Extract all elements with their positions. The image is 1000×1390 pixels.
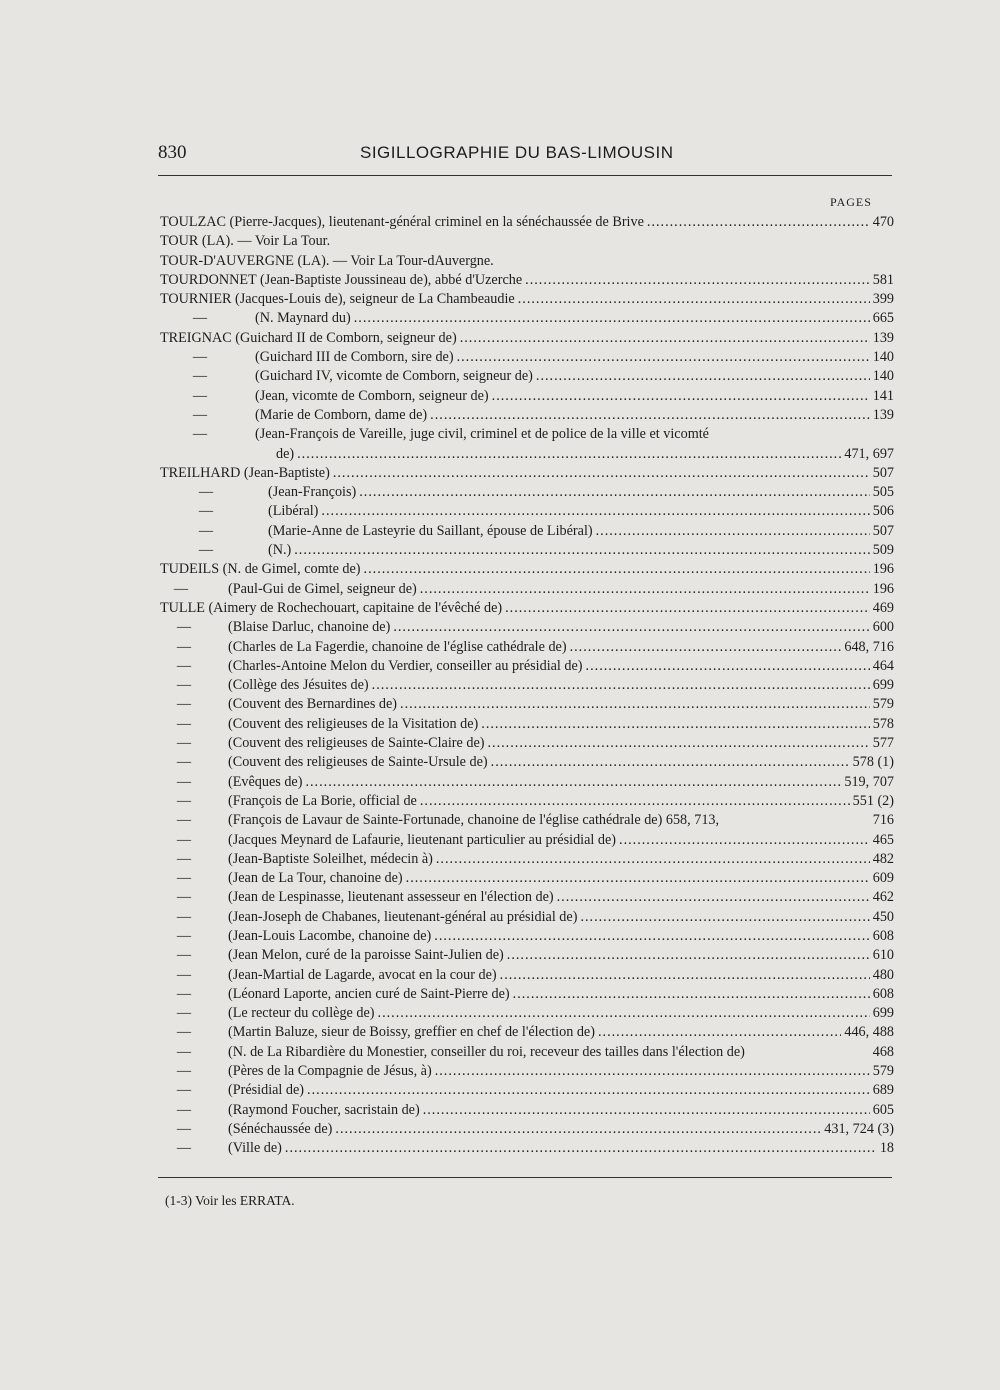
entry-text: (Ville de) bbox=[228, 1140, 282, 1157]
entry-line bbox=[276, 445, 894, 464]
entry-line bbox=[255, 309, 894, 328]
entry-page: 699 bbox=[872, 677, 894, 694]
entry-page: 605 bbox=[872, 1101, 894, 1118]
entry-page: 506 bbox=[872, 503, 894, 520]
entry-line bbox=[160, 329, 894, 348]
ditto-dash: — bbox=[198, 522, 214, 539]
leader-dots bbox=[378, 1004, 870, 1023]
ditto-dash: — bbox=[198, 503, 214, 520]
index-entry bbox=[0, 502, 1000, 521]
leader-dots bbox=[294, 541, 869, 560]
entry-text: TREILHARD (Jean-Baptiste) bbox=[160, 464, 330, 481]
leader-dots bbox=[436, 850, 870, 869]
entry-text: TREIGNAC (Guichard II de Comborn, seigneur de) bbox=[160, 329, 457, 346]
leader-dots bbox=[460, 329, 870, 348]
index-entry bbox=[0, 638, 1000, 657]
entry-line bbox=[160, 232, 894, 251]
entry-page: 465 bbox=[872, 831, 894, 848]
entry-page: 139 bbox=[872, 406, 894, 423]
entry-text: TOUR (LA). — Voir La Tour. bbox=[160, 233, 331, 250]
index-entry bbox=[0, 1004, 1000, 1023]
index-entry bbox=[0, 1062, 1000, 1081]
entry-line bbox=[228, 850, 894, 869]
index-entry bbox=[0, 1139, 1000, 1158]
index-entry bbox=[0, 464, 1000, 483]
leader-dots bbox=[598, 1023, 841, 1042]
ditto-dash: — bbox=[176, 1140, 192, 1157]
entry-page: 665 bbox=[872, 310, 894, 327]
entry-text: (Marie de Comborn, dame de) bbox=[255, 406, 428, 423]
entry-page: 141 bbox=[872, 387, 894, 404]
index-entry bbox=[0, 425, 1000, 444]
entry-text: (Le recteur du collège de) bbox=[228, 1005, 375, 1022]
footer-rule bbox=[158, 1177, 892, 1178]
entry-page: 505 bbox=[872, 484, 894, 501]
index-entry bbox=[0, 908, 1000, 927]
entry-line bbox=[228, 985, 894, 1004]
entry-page: 716 bbox=[872, 812, 894, 829]
ditto-dash: — bbox=[176, 1101, 192, 1118]
entry-line bbox=[160, 560, 894, 579]
leader-dots bbox=[430, 406, 870, 425]
entry-page: 509 bbox=[872, 542, 894, 559]
index-entries bbox=[0, 213, 1000, 1159]
entry-page: 581 bbox=[872, 271, 894, 288]
leader-dots bbox=[406, 869, 870, 888]
leader-dots bbox=[333, 464, 870, 483]
entry-text: (Jean-Louis Lacombe, chanoine de) bbox=[228, 927, 432, 944]
leader-dots bbox=[507, 946, 870, 965]
leader-dots bbox=[525, 271, 870, 290]
leader-dots bbox=[580, 908, 869, 927]
leader-dots bbox=[359, 483, 869, 502]
entry-line bbox=[228, 927, 894, 946]
ditto-dash: — bbox=[192, 387, 208, 404]
entry-page: 469 bbox=[872, 599, 894, 616]
leader-dots bbox=[500, 966, 870, 985]
entry-line bbox=[228, 1023, 894, 1042]
entry-line bbox=[228, 869, 894, 888]
entry-text: (Paul-Gui de Gimel, seigneur de) bbox=[228, 580, 417, 597]
ditto-dash: — bbox=[192, 349, 208, 366]
index-entry bbox=[0, 367, 1000, 386]
entry-text: (Jean-Martial de Lagarde, avocat en la cour de) bbox=[228, 966, 497, 983]
ditto-dash: — bbox=[176, 966, 192, 983]
index-entry bbox=[0, 1043, 1000, 1062]
entry-text: (Collège des Jésuites de) bbox=[228, 677, 369, 694]
entry-line bbox=[160, 290, 894, 309]
index-entry bbox=[0, 348, 1000, 367]
ditto-dash: — bbox=[176, 1120, 192, 1137]
index-entry bbox=[0, 1023, 1000, 1042]
entry-text: TOURNIER (Jacques-Louis de), seigneur de La Chambeaudie bbox=[160, 291, 515, 308]
entry-text: (Couvent des religieuses de Sainte-Ursule de) bbox=[228, 754, 488, 771]
entry-text: (Jean-François de Vareille, juge civil, criminel et de police de la ville et vicomté bbox=[255, 426, 709, 443]
entry-page: 689 bbox=[872, 1082, 894, 1099]
index-entry bbox=[0, 271, 1000, 290]
entry-text: (Raymond Foucher, sacristain de) bbox=[228, 1101, 420, 1118]
ditto-dash: — bbox=[176, 754, 192, 771]
ditto-dash: — bbox=[176, 947, 192, 964]
ditto-dash: — bbox=[176, 1063, 192, 1080]
ditto-dash: — bbox=[176, 850, 192, 867]
entry-text: (Jean-Baptiste Soleilhet, médecin à) bbox=[228, 850, 433, 867]
entry-text: de) bbox=[276, 445, 295, 462]
entry-page: 648, 716 bbox=[844, 638, 894, 655]
index-entry bbox=[0, 290, 1000, 309]
entry-text: (François de La Borie, official de bbox=[228, 792, 417, 809]
entry-page: 507 bbox=[872, 522, 894, 539]
entry-text: (Couvent des religieuses de Sainte-Claire de) bbox=[228, 735, 485, 752]
ditto-dash: — bbox=[176, 657, 192, 674]
entry-page: 196 bbox=[872, 561, 894, 578]
leader-dots bbox=[307, 1081, 870, 1100]
entry-page: 196 bbox=[872, 580, 894, 597]
index-entry bbox=[0, 387, 1000, 406]
index-entry bbox=[0, 773, 1000, 792]
entry-page: 551 (2) bbox=[852, 792, 894, 809]
leader-dots bbox=[491, 753, 850, 772]
entry-page: 139 bbox=[872, 329, 894, 346]
entry-page: 480 bbox=[872, 966, 894, 983]
leader-dots bbox=[423, 1101, 870, 1120]
entry-text: (N. de La Ribardière du Monestier, conseiller du roi, receveur des tailles dans l'élection de) bbox=[228, 1043, 745, 1060]
entry-line bbox=[268, 522, 894, 541]
entry-page: 579 bbox=[872, 1063, 894, 1080]
entry-text: (Charles de La Fagerdie, chanoine de l'église cathédrale de) bbox=[228, 638, 567, 655]
index-entry bbox=[0, 618, 1000, 637]
entry-page: 450 bbox=[872, 908, 894, 925]
ditto-dash: — bbox=[176, 638, 192, 655]
entry-line bbox=[255, 406, 894, 425]
entry-text: (Charles-Antoine Melon du Verdier, conseiller au présidial de) bbox=[228, 657, 583, 674]
leader-dots bbox=[457, 348, 870, 367]
entry-line bbox=[160, 213, 894, 232]
entry-text: (Sénéchaussée de) bbox=[228, 1120, 333, 1137]
entry-page: 468 bbox=[872, 1043, 894, 1060]
footnote: (1-3) Voir les ERRATA. bbox=[165, 1193, 295, 1208]
leader-dots bbox=[393, 618, 869, 637]
index-entry bbox=[0, 888, 1000, 907]
ditto-dash: — bbox=[176, 1043, 192, 1060]
entry-page: 399 bbox=[872, 291, 894, 308]
entry-line bbox=[228, 734, 894, 753]
entry-line bbox=[228, 1004, 894, 1023]
leader-dots bbox=[492, 387, 870, 406]
index-entry bbox=[0, 232, 1000, 251]
leader-dots bbox=[586, 657, 870, 676]
leader-dots bbox=[354, 309, 870, 328]
entry-page: 699 bbox=[872, 1005, 894, 1022]
index-entry bbox=[0, 676, 1000, 695]
leader-dots bbox=[487, 734, 869, 753]
entry-page: 519, 707 bbox=[844, 773, 894, 790]
entry-line bbox=[228, 966, 894, 985]
entry-text: TUDEILS (N. de Gimel, comte de) bbox=[160, 561, 361, 578]
index-entry bbox=[0, 1101, 1000, 1120]
leader-dots bbox=[335, 1120, 821, 1139]
entry-page: 600 bbox=[872, 619, 894, 636]
leader-dots bbox=[420, 580, 870, 599]
entry-page: 578 (1) bbox=[852, 754, 894, 771]
entry-page: 610 bbox=[872, 947, 894, 964]
entry-line bbox=[228, 908, 894, 927]
entry-page: 464 bbox=[872, 657, 894, 674]
entry-text: (Jean-François) bbox=[268, 484, 357, 501]
entry-text: (Jacques Meynard de Lafaurie, lieutenant particulier au présidial de) bbox=[228, 831, 617, 848]
entry-line bbox=[228, 618, 894, 637]
index-entry bbox=[0, 850, 1000, 869]
leader-dots bbox=[400, 695, 870, 714]
entry-line bbox=[160, 464, 894, 483]
entry-text: (N.) bbox=[268, 542, 292, 559]
entry-text: (Guichard III de Comborn, sire de) bbox=[255, 349, 454, 366]
entry-line bbox=[228, 695, 894, 714]
entry-line bbox=[228, 1043, 894, 1062]
ditto-dash: — bbox=[176, 908, 192, 925]
leader-dots bbox=[420, 792, 850, 811]
index-entry bbox=[0, 1081, 1000, 1100]
leader-dots bbox=[536, 367, 870, 386]
entry-line bbox=[228, 811, 894, 830]
index-entry bbox=[0, 792, 1000, 811]
entry-page: 578 bbox=[872, 715, 894, 732]
ditto-dash: — bbox=[176, 889, 192, 906]
entry-line bbox=[228, 1139, 894, 1158]
index-entry bbox=[0, 695, 1000, 714]
index-entry bbox=[0, 869, 1000, 888]
entry-page: 431, 724 (3) bbox=[824, 1120, 894, 1137]
entry-line bbox=[228, 676, 894, 695]
entry-line bbox=[228, 1101, 894, 1120]
ditto-dash: — bbox=[198, 542, 214, 559]
entry-line bbox=[228, 792, 894, 811]
entry-line bbox=[228, 831, 894, 850]
entry-page: 608 bbox=[872, 985, 894, 1002]
leader-dots bbox=[364, 560, 870, 579]
leader-dots bbox=[321, 502, 869, 521]
entry-text: (Martin Baluze, sieur de Boissy, greffier en chef de l'élection de) bbox=[228, 1024, 595, 1041]
index-entry bbox=[0, 985, 1000, 1004]
entry-page: 462 bbox=[872, 889, 894, 906]
entry-line bbox=[255, 387, 894, 406]
entry-text: (Guichard IV, vicomte de Comborn, seigneur de) bbox=[255, 368, 533, 385]
leader-dots bbox=[570, 638, 842, 657]
entry-text: (Blaise Darluc, chanoine de) bbox=[228, 619, 391, 636]
leader-dots bbox=[434, 927, 869, 946]
ditto-dash: — bbox=[176, 792, 192, 809]
entry-text: (Présidial de) bbox=[228, 1082, 305, 1099]
entry-page: 507 bbox=[872, 464, 894, 481]
index-entry bbox=[0, 715, 1000, 734]
entry-line bbox=[160, 252, 894, 271]
ditto-dash: — bbox=[176, 1005, 192, 1022]
header-rule bbox=[158, 175, 892, 176]
entry-line bbox=[228, 638, 894, 657]
leader-dots bbox=[372, 676, 870, 695]
entry-text: TOUR-D'AUVERGNE (LA). — Voir La Tour-dAuvergne. bbox=[160, 252, 494, 269]
ditto-dash: — bbox=[176, 715, 192, 732]
entry-page: 579 bbox=[872, 696, 894, 713]
entry-line bbox=[228, 946, 894, 965]
entry-line bbox=[255, 367, 894, 386]
ditto-dash: — bbox=[176, 812, 192, 829]
entry-text: (Jean de Lespinasse, lieutenant assesseur en l'élection de) bbox=[228, 889, 554, 906]
entry-text: (Jean, vicomte de Comborn, seigneur de) bbox=[255, 387, 489, 404]
index-entry bbox=[0, 522, 1000, 541]
entry-text: (Libéral) bbox=[268, 503, 319, 520]
entry-line bbox=[228, 715, 894, 734]
index-entry bbox=[0, 831, 1000, 850]
index-entry bbox=[0, 599, 1000, 618]
entry-page: 470 bbox=[872, 214, 894, 230]
ditto-dash: — bbox=[176, 696, 192, 713]
entry-line bbox=[160, 599, 894, 618]
leader-dots bbox=[305, 773, 841, 792]
index-entry bbox=[0, 213, 1000, 232]
entry-text: (Evêques de) bbox=[228, 773, 303, 790]
entry-text: (Léonard Laporte, ancien curé de Saint-Pierre de) bbox=[228, 985, 510, 1002]
entry-line bbox=[228, 773, 894, 792]
entry-line bbox=[255, 425, 894, 444]
ditto-dash: — bbox=[192, 368, 208, 385]
entry-line bbox=[268, 541, 894, 560]
index-entry bbox=[0, 560, 1000, 579]
entry-line bbox=[228, 753, 894, 772]
leader-dots bbox=[505, 599, 870, 618]
ditto-dash: — bbox=[192, 426, 208, 443]
index-entry bbox=[0, 406, 1000, 425]
index-entry bbox=[0, 927, 1000, 946]
leader-dots bbox=[297, 445, 841, 464]
index-entry bbox=[0, 309, 1000, 328]
index-entry bbox=[0, 657, 1000, 676]
entry-text: (Couvent des Bernardines de) bbox=[228, 696, 398, 713]
leader-dots bbox=[513, 985, 870, 1004]
pages-column-label: PAGES bbox=[830, 195, 872, 209]
entry-line bbox=[228, 888, 894, 907]
entry-line bbox=[160, 271, 894, 290]
ditto-dash: — bbox=[176, 927, 192, 944]
index-entry bbox=[0, 1120, 1000, 1139]
ditto-dash: — bbox=[192, 310, 208, 327]
entry-page: 608 bbox=[872, 927, 894, 944]
ditto-dash: — bbox=[176, 773, 192, 790]
entry-page: 446, 488 bbox=[844, 1024, 894, 1041]
running-title: SIGILLOGRAPHIE DU BAS-LIMOUSIN bbox=[360, 143, 674, 162]
entry-text: TOURDONNET (Jean-Baptiste Joussineau de), abbé d'Uzerche bbox=[160, 271, 523, 288]
index-entry bbox=[0, 580, 1000, 599]
entry-text: (Couvent des religieuses de la Visitation de) bbox=[228, 715, 479, 732]
entry-line bbox=[228, 1081, 894, 1100]
ditto-dash: — bbox=[176, 831, 192, 848]
ditto-dash: — bbox=[173, 580, 189, 597]
entry-text: TOULZAC (Pierre-Jacques), lieutenant-général criminel en la sénéchaussée de Brive bbox=[160, 214, 644, 230]
index-entry bbox=[0, 966, 1000, 985]
index-entry bbox=[0, 811, 1000, 830]
leader-dots bbox=[481, 715, 869, 734]
entry-text: (Jean Melon, curé de la paroisse Saint-Julien de) bbox=[228, 947, 504, 964]
ditto-dash: — bbox=[198, 484, 214, 501]
leader-dots bbox=[285, 1139, 877, 1158]
entry-page: 471, 697 bbox=[844, 445, 894, 462]
leader-dots bbox=[647, 213, 870, 232]
ditto-dash: — bbox=[192, 406, 208, 423]
entry-page: 140 bbox=[872, 368, 894, 385]
entry-text: (Jean de La Tour, chanoine de) bbox=[228, 870, 403, 887]
ditto-dash: — bbox=[176, 985, 192, 1002]
leader-dots bbox=[435, 1062, 870, 1081]
entry-text: (Pères de la Compagnie de Jésus, à) bbox=[228, 1063, 432, 1080]
entry-page: 140 bbox=[872, 349, 894, 366]
ditto-dash: — bbox=[176, 735, 192, 752]
ditto-dash: — bbox=[176, 870, 192, 887]
entry-page: 609 bbox=[872, 870, 894, 887]
leader-dots bbox=[596, 522, 870, 541]
index-entry bbox=[0, 329, 1000, 348]
entry-line bbox=[255, 348, 894, 367]
entry-line bbox=[228, 1062, 894, 1081]
entry-line bbox=[228, 1120, 894, 1139]
page-number: 830 bbox=[158, 142, 187, 163]
entry-text: (François de Lavaur de Sainte-Fortunade, chanoine de l'église cathédrale de) 658, 713, bbox=[228, 812, 720, 829]
entry-text: TULLE (Aimery de Rochechouart, capitaine de l'évêché de) bbox=[160, 599, 503, 616]
entry-line bbox=[268, 502, 894, 521]
entry-page: 18 bbox=[879, 1140, 894, 1157]
index-entry bbox=[0, 541, 1000, 560]
entry-page: 482 bbox=[872, 850, 894, 867]
entry-page: 577 bbox=[872, 735, 894, 752]
entry-text: (Jean-Joseph de Chabanes, lieutenant-général au présidial de) bbox=[228, 908, 578, 925]
leader-dots bbox=[518, 290, 870, 309]
leader-dots bbox=[557, 888, 870, 907]
entry-text: (Marie-Anne de Lasteyrie du Saillant, épouse de Libéral) bbox=[268, 522, 593, 539]
ditto-dash: — bbox=[176, 1024, 192, 1041]
entry-line bbox=[228, 657, 894, 676]
ditto-dash: — bbox=[176, 677, 192, 694]
leader-dots bbox=[619, 831, 870, 850]
entry-line bbox=[228, 580, 894, 599]
index-entry bbox=[0, 946, 1000, 965]
ditto-dash: — bbox=[176, 619, 192, 636]
index-entry bbox=[0, 753, 1000, 772]
entry-line bbox=[268, 483, 894, 502]
index-entry bbox=[0, 483, 1000, 502]
index-entry bbox=[0, 252, 1000, 271]
ditto-dash: — bbox=[176, 1082, 192, 1099]
entry-text: (N. Maynard du) bbox=[255, 310, 351, 327]
index-entry bbox=[0, 445, 1000, 464]
index-entry bbox=[0, 734, 1000, 753]
